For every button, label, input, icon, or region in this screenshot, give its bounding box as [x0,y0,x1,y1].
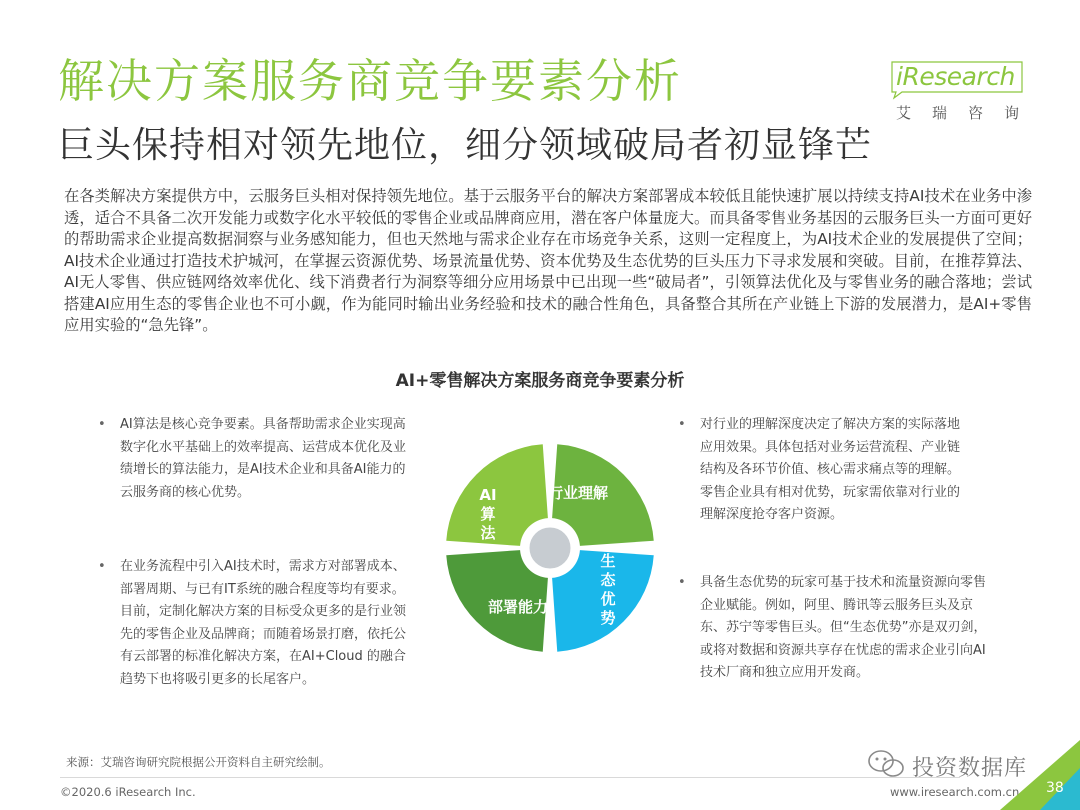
watermark [866,748,1056,782]
source-note: 来源：艾瑞咨询研究院根据公开资料自主研究绘制。 [66,755,331,769]
diagram-center [528,526,572,570]
point-ecosystem [678,572,994,685]
footer-divider [60,777,960,778]
segment-ai-algorithm [446,444,548,546]
iresearch-logo [888,58,1041,126]
wechat-icon [866,748,906,780]
page-subtitle: 巨头保持相对领先地位，细分领域破局者初显锋芒 [58,125,873,166]
label-industry-understanding: 行业理解 [547,484,609,502]
point-text: 具备生态优势的玩家可基于技术和流量资源向零售企业赋能。例如，阿里、腾讯等云服务巨头及京东、苏宁等零售巨头。但“生态优势”亦是双刃剑，或将对数据和资源共享存在忧虑的需求企业引向AI技术厂商和独立应用开发商。 [700,575,987,680]
competition-factors-diagram [440,438,660,658]
point-text: 对行业的理解深度决定了解决方案的实际落地应用效果。具体包括对业务运营流程、产业链结构及各环节价值、核心需求痛点等的理解。零售企业具有相对优势，玩家需依靠对行业的理解深度抢夺客户资源。 [700,417,961,522]
logo-brand: iResearch [896,62,1015,91]
bullet-icon: • [678,417,686,432]
copyright: ©2020.6 iResearch Inc. [60,785,196,799]
diagram-title: AI+零售解决方案服务商竞争要素分析 [395,371,685,391]
point-deployment [98,556,416,691]
label-deployment: 部署能力 [487,598,549,616]
point-industry-understanding [678,414,968,527]
point-ai-algorithm [98,414,412,504]
bullet-icon: • [98,417,106,432]
intro-paragraph: 在各类解决方案提供方中，云服务巨头相对保持领先地位。基于云服务平台的解决方案部署成本较低且能快速扩展以持续支持AI技术在业务中渗透，适合不具备二次开发能力或数字化水平较低的零售企业或品牌商应用，潜在客户体量庞大。而具备零售业务基因的云服务巨头一方面可更好的帮助需求企业提高数据洞察与业务感知能力，但也天然地与需求企业存在市场竞争关系，这则一定程度上，为AI技术企业的发展提供了空间；AI技术企业通过打造技术护城河，在掌握云资源优势、场景流量优势、资本优势及生态优势的巨头压力下寻求发展和突破。目前，在推荐算法、AI无人零售、供应链网络效率优化、线下消费者行为洞察等细分应用场景中已出现一些“破局者”，引领算法优化及与零售业务的融合落地；尝试搭建AI应用生态的零售企业也不可小觑，作为能同时输出业务经验和技术的融合性角色，具备整合其所在产业链上下游的发展潜力，是AI+零售应用实验的“急先锋”。 [64,187,1032,334]
watermark-text: 投资数据库 [912,756,1028,781]
page-number: 38 [1046,780,1064,796]
logo-cn: 艾瑞咨询 [896,104,1041,122]
page-title: 解决方案服务商竞争要素分析 [58,54,682,108]
label-ai-algorithm: AI 算法 [479,486,497,542]
bullet-icon: • [678,575,686,590]
label-ecosystem: 生态优势 [600,552,616,627]
bullet-icon: • [98,559,106,574]
point-text: AI算法是核心竞争要素。具备帮助需求企业实现高数字化水平基础上的效率提高、运营成本优化及业绩增长的算法能力，是AI技术企业和具备AI能力的云服务商的核心优势。 [120,417,407,500]
point-text: 在业务流程中引入AI技术时，需求方对部署成本、部署周期、与已有IT系统的融合程度等均有要求。目前，定制化解决方案的目标受众更多的是行业领先的零售企业及品牌商；而随着场景打磨，依托公有云部署的标准化解决方案，在AI+Cloud 的融合趋势下也将吸引更多的长尾客户。 [120,559,407,687]
website: www.iresearch.com.cn [890,785,1020,799]
